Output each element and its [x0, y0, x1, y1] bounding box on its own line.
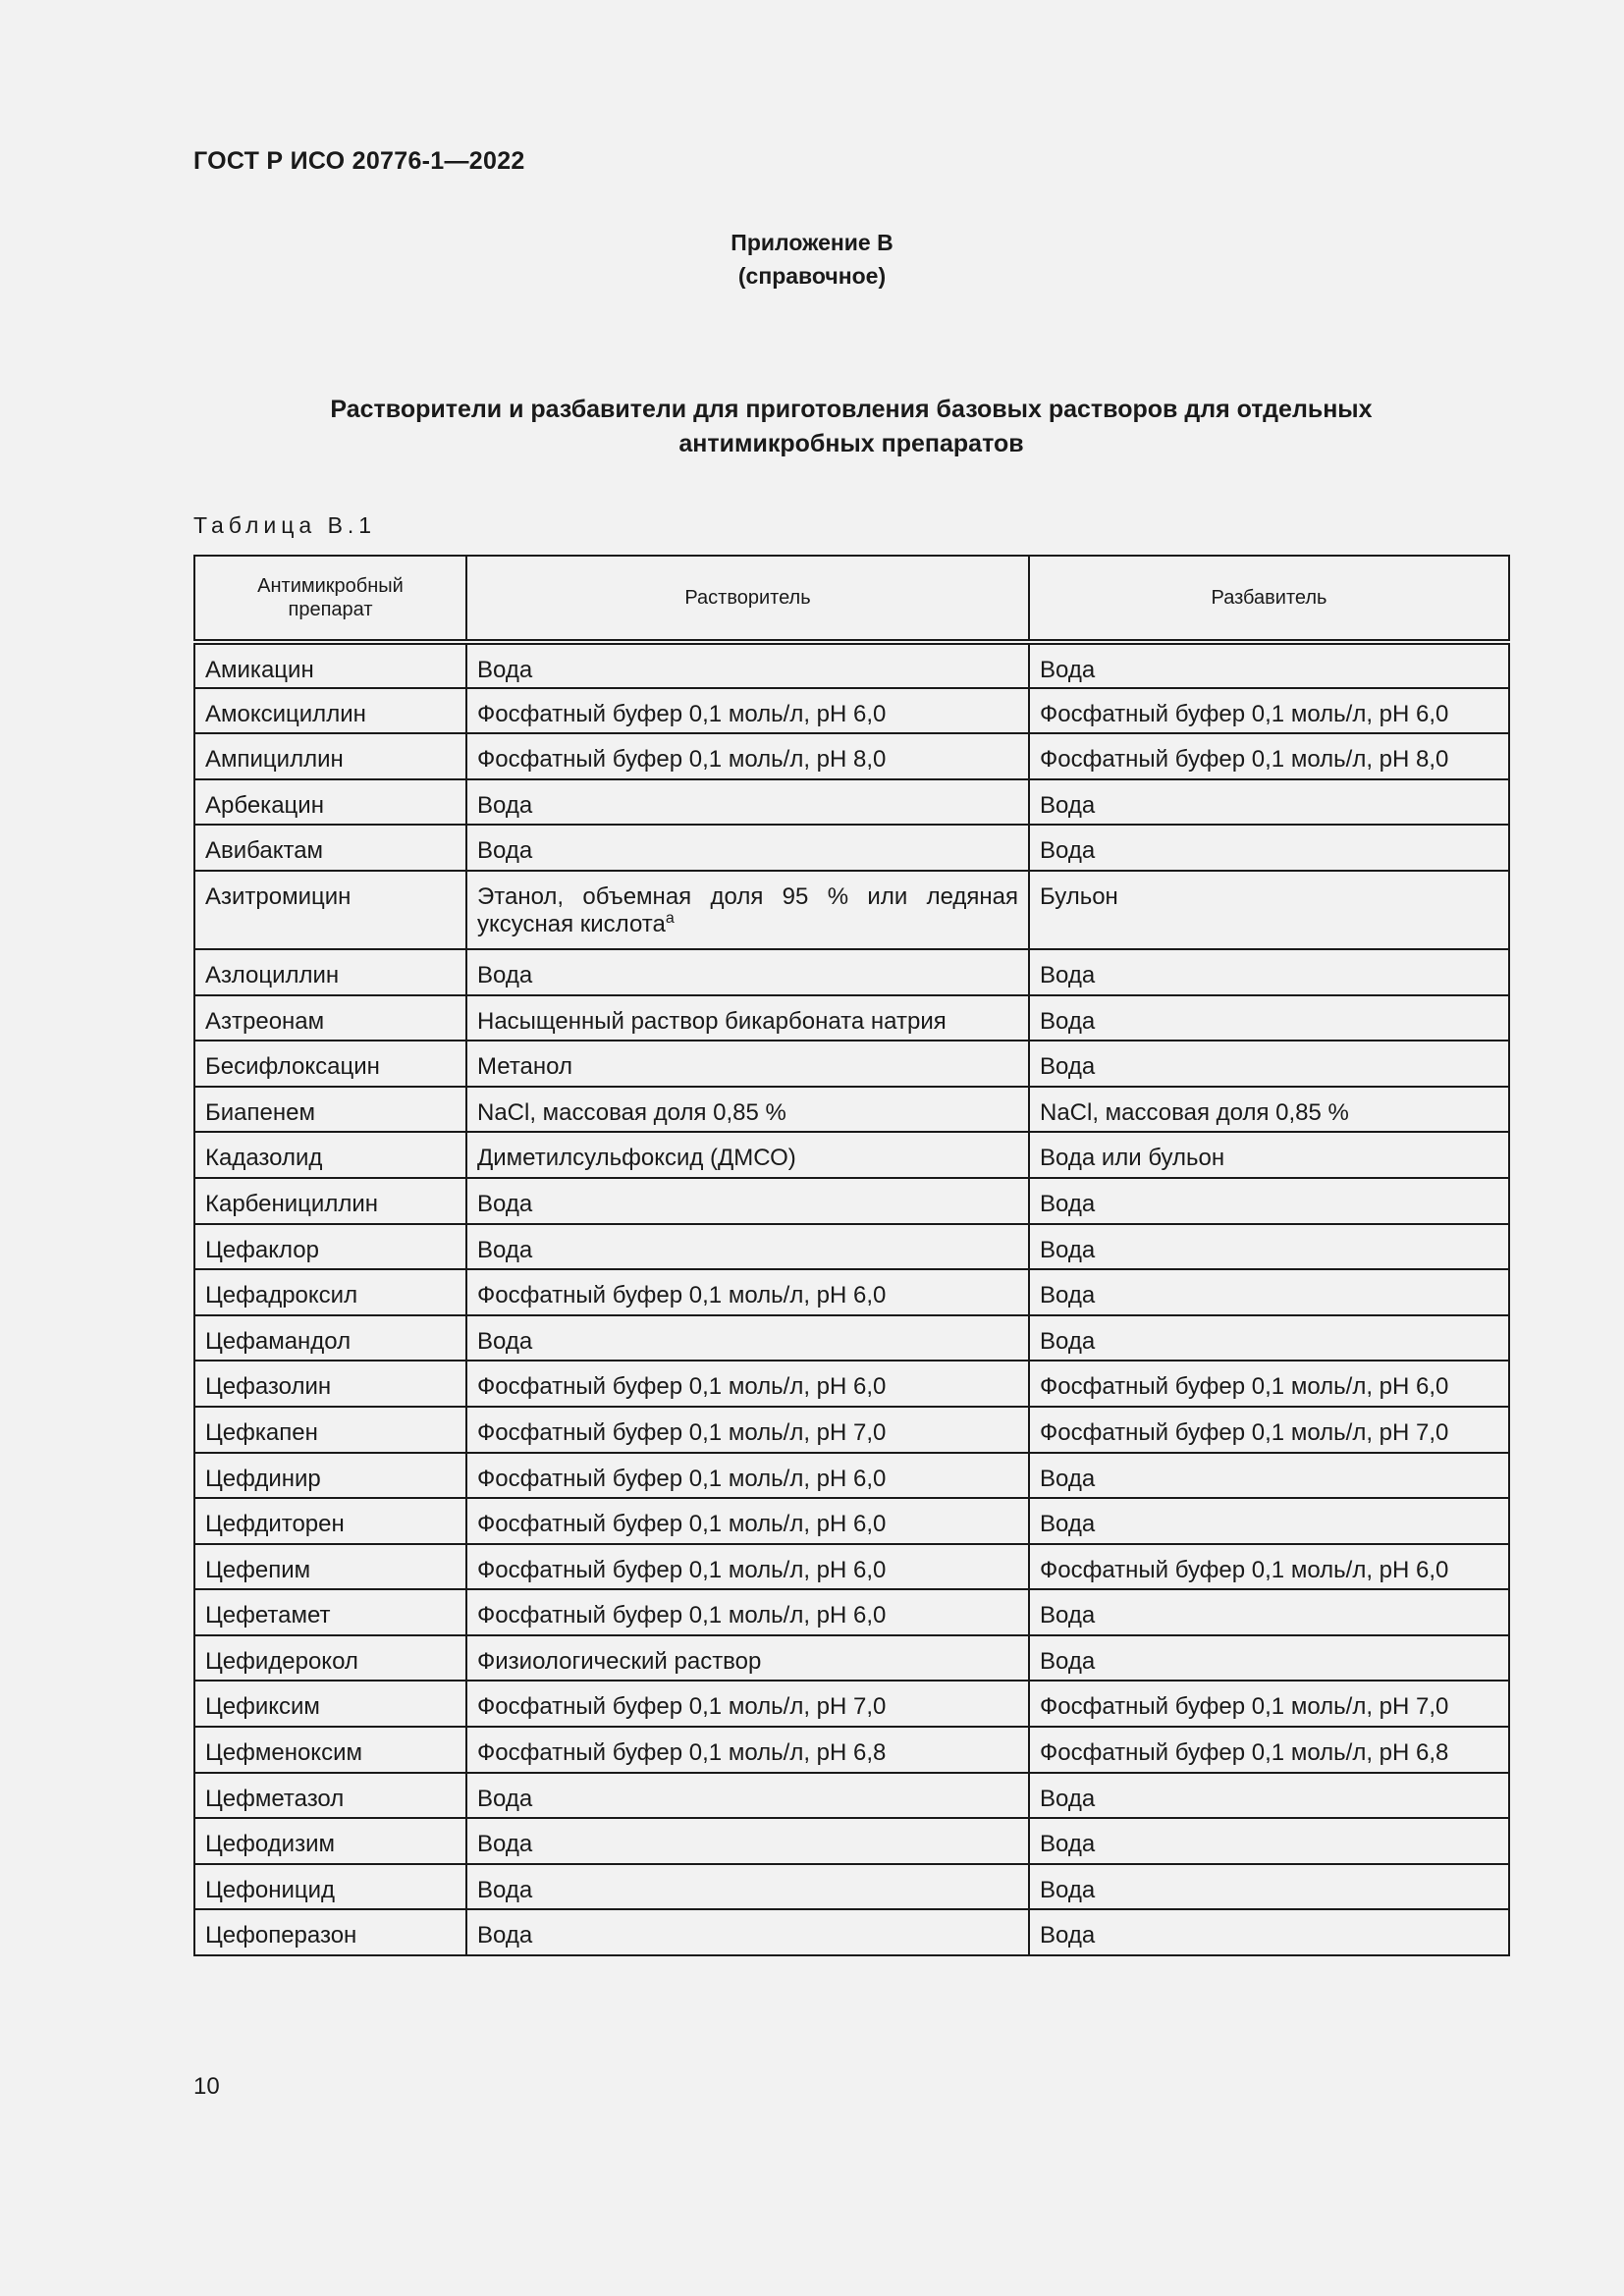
cell-solvent: Вода	[466, 1909, 1029, 1955]
cell-solvent: Вода	[466, 779, 1029, 826]
cell-diluent: Фосфатный буфер 0,1 моль/л, рН 7,0	[1029, 1407, 1509, 1453]
cell-solvent: Фосфатный буфер 0,1 моль/л, рН 6,8	[466, 1727, 1029, 1773]
cell-agent: Бесифлоксацин	[194, 1041, 466, 1087]
table-container	[193, 555, 1508, 1956]
cell-diluent: Вода	[1029, 779, 1509, 826]
cell-agent: Цефметазол	[194, 1773, 466, 1819]
cell-diluent: Вода	[1029, 1269, 1509, 1315]
cell-diluent: Фосфатный буфер 0,1 моль/л, рН 6,8	[1029, 1727, 1509, 1773]
cell-agent: Биапенем	[194, 1087, 466, 1133]
cell-diluent: Вода	[1029, 1315, 1509, 1362]
table-row	[194, 1864, 1509, 1910]
table-row	[194, 825, 1509, 871]
cell-solvent	[466, 871, 1029, 949]
cell-solvent-text: Этанол, объемная доля 95 % или ледяная уксусная кислота	[477, 882, 1018, 937]
cell-agent: Азлоциллин	[194, 949, 466, 995]
section-title: Растворители и разбавители для приготовления базовых растворов для отдельных антимикробных препаратов	[330, 396, 1373, 457]
solvents-table	[193, 555, 1510, 1956]
table-row	[194, 1498, 1509, 1544]
table-row	[194, 1041, 1509, 1087]
cell-diluent: Фосфатный буфер 0,1 моль/л, рН 6,0	[1029, 1361, 1509, 1407]
cell-diluent: Фосфатный буфер 0,1 моль/л, рН 6,0	[1029, 1544, 1509, 1590]
cell-solvent: Фосфатный буфер 0,1 моль/л, рН 6,0	[466, 1361, 1029, 1407]
cell-solvent: Вода	[466, 1178, 1029, 1224]
cell-diluent: NaCl, массовая доля 0,85 %	[1029, 1087, 1509, 1133]
cell-diluent: Вода	[1029, 1864, 1509, 1910]
cell-agent: Цефдиторен	[194, 1498, 466, 1544]
annex-heading	[0, 226, 1624, 293]
cell-agent: Цефменоксим	[194, 1727, 466, 1773]
footnote-marker: a	[665, 909, 675, 927]
table-row	[194, 871, 1509, 949]
table-row	[194, 688, 1509, 734]
cell-agent: Азитромицин	[194, 871, 466, 949]
cell-diluent: Вода или бульон	[1029, 1132, 1509, 1178]
cell-solvent: Фосфатный буфер 0,1 моль/л, рН 6,0	[466, 1453, 1029, 1499]
cell-agent: Цефоницид	[194, 1864, 466, 1910]
cell-agent: Цефаклор	[194, 1224, 466, 1270]
column-header-diluent: Разбавитель	[1029, 556, 1509, 642]
table-row	[194, 1178, 1509, 1224]
table-row	[194, 1453, 1509, 1499]
cell-solvent: Фосфатный буфер 0,1 моль/л, рН 6,0	[466, 1498, 1029, 1544]
annex-title: Приложение В	[731, 230, 893, 255]
table-label: Таблица В.1	[193, 512, 377, 538]
table-row	[194, 1544, 1509, 1590]
cell-agent: Амикацин	[194, 642, 466, 688]
cell-agent: Цефадроксил	[194, 1269, 466, 1315]
table-row	[194, 779, 1509, 826]
annex-status: (справочное)	[737, 263, 887, 289]
cell-solvent: Физиологический раствор	[466, 1635, 1029, 1682]
table-body	[194, 642, 1509, 1955]
cell-diluent: Фосфатный буфер 0,1 моль/л, рН 7,0	[1029, 1681, 1509, 1727]
cell-diluent: Вода	[1029, 1635, 1509, 1682]
table-row	[194, 1909, 1509, 1955]
cell-solvent: Вода	[466, 1818, 1029, 1864]
cell-agent: Арбекацин	[194, 779, 466, 826]
table-row	[194, 1818, 1509, 1864]
table-header-row	[194, 556, 1509, 642]
cell-solvent: Фосфатный буфер 0,1 моль/л, рН 6,0	[466, 1269, 1029, 1315]
table-row	[194, 1589, 1509, 1635]
cell-diluent: Вода	[1029, 995, 1509, 1041]
cell-diluent: Вода	[1029, 1498, 1509, 1544]
cell-diluent: Вода	[1029, 1178, 1509, 1224]
table-row	[194, 1727, 1509, 1773]
table-row	[194, 642, 1509, 688]
cell-agent: Цефодизим	[194, 1818, 466, 1864]
cell-diluent: Бульон	[1029, 871, 1509, 949]
cell-agent: Кадазолид	[194, 1132, 466, 1178]
cell-diluent: Вода	[1029, 949, 1509, 995]
table-row	[194, 1132, 1509, 1178]
cell-solvent: Фосфатный буфер 0,1 моль/л, рН 8,0	[466, 733, 1029, 779]
cell-diluent: Вода	[1029, 1224, 1509, 1270]
table-row	[194, 1407, 1509, 1453]
table-row	[194, 733, 1509, 779]
cell-diluent: Вода	[1029, 825, 1509, 871]
table-row	[194, 1087, 1509, 1133]
cell-agent: Азтреонам	[194, 995, 466, 1041]
table-row	[194, 1224, 1509, 1270]
cell-agent: Цефамандол	[194, 1315, 466, 1362]
cell-agent: Цефепим	[194, 1544, 466, 1590]
cell-solvent: Диметилсульфоксид (ДМСО)	[466, 1132, 1029, 1178]
cell-solvent: Насыщенный раствор бикарбоната натрия	[466, 995, 1029, 1041]
cell-solvent: Вода	[466, 949, 1029, 995]
cell-solvent: NaCl, массовая доля 0,85 %	[466, 1087, 1029, 1133]
cell-solvent: Фосфатный буфер 0,1 моль/л, рН 7,0	[466, 1681, 1029, 1727]
standard-code: ГОСТ Р ИСО 20776-1—2022	[193, 147, 525, 175]
cell-solvent: Фосфатный буфер 0,1 моль/л, рН 6,0	[466, 1544, 1029, 1590]
cell-agent: Цефкапен	[194, 1407, 466, 1453]
column-header-agent: Антимикробный препарат	[194, 556, 466, 642]
cell-diluent: Вода	[1029, 1453, 1509, 1499]
column-header-solvent: Растворитель	[466, 556, 1029, 642]
table-row	[194, 995, 1509, 1041]
cell-diluent: Фосфатный буфер 0,1 моль/л, рН 8,0	[1029, 733, 1509, 779]
cell-solvent: Вода	[466, 825, 1029, 871]
cell-agent: Авибактам	[194, 825, 466, 871]
cell-agent: Ампициллин	[194, 733, 466, 779]
cell-solvent: Фосфатный буфер 0,1 моль/л, рН 7,0	[466, 1407, 1029, 1453]
cell-agent: Цефетамет	[194, 1589, 466, 1635]
table-row	[194, 1315, 1509, 1362]
cell-diluent: Вода	[1029, 1041, 1509, 1087]
table-row	[194, 1361, 1509, 1407]
cell-agent: Амоксициллин	[194, 688, 466, 734]
cell-diluent: Вода	[1029, 1773, 1509, 1819]
table-row	[194, 1269, 1509, 1315]
cell-diluent: Фосфатный буфер 0,1 моль/л, рН 6,0	[1029, 688, 1509, 734]
cell-solvent: Вода	[466, 1773, 1029, 1819]
cell-agent: Цефидерокол	[194, 1635, 466, 1682]
cell-solvent: Вода	[466, 642, 1029, 688]
cell-agent: Цефазолин	[194, 1361, 466, 1407]
cell-agent: Цефиксим	[194, 1681, 466, 1727]
cell-solvent: Метанол	[466, 1041, 1029, 1087]
table-row	[194, 1773, 1509, 1819]
cell-solvent: Вода	[466, 1864, 1029, 1910]
page-number: 10	[193, 2073, 220, 2100]
table-row	[194, 1635, 1509, 1682]
cell-agent: Карбенициллин	[194, 1178, 466, 1224]
cell-agent: Цефдинир	[194, 1453, 466, 1499]
cell-diluent: Вода	[1029, 642, 1509, 688]
table-row	[194, 1681, 1509, 1727]
cell-diluent: Вода	[1029, 1909, 1509, 1955]
cell-diluent: Вода	[1029, 1818, 1509, 1864]
cell-diluent: Вода	[1029, 1589, 1509, 1635]
cell-solvent: Фосфатный буфер 0,1 моль/л, рН 6,0	[466, 688, 1029, 734]
cell-solvent: Вода	[466, 1315, 1029, 1362]
cell-solvent: Фосфатный буфер 0,1 моль/л, рН 6,0	[466, 1589, 1029, 1635]
cell-solvent: Вода	[466, 1224, 1029, 1270]
cell-agent: Цефоперазон	[194, 1909, 466, 1955]
table-row	[194, 949, 1509, 995]
